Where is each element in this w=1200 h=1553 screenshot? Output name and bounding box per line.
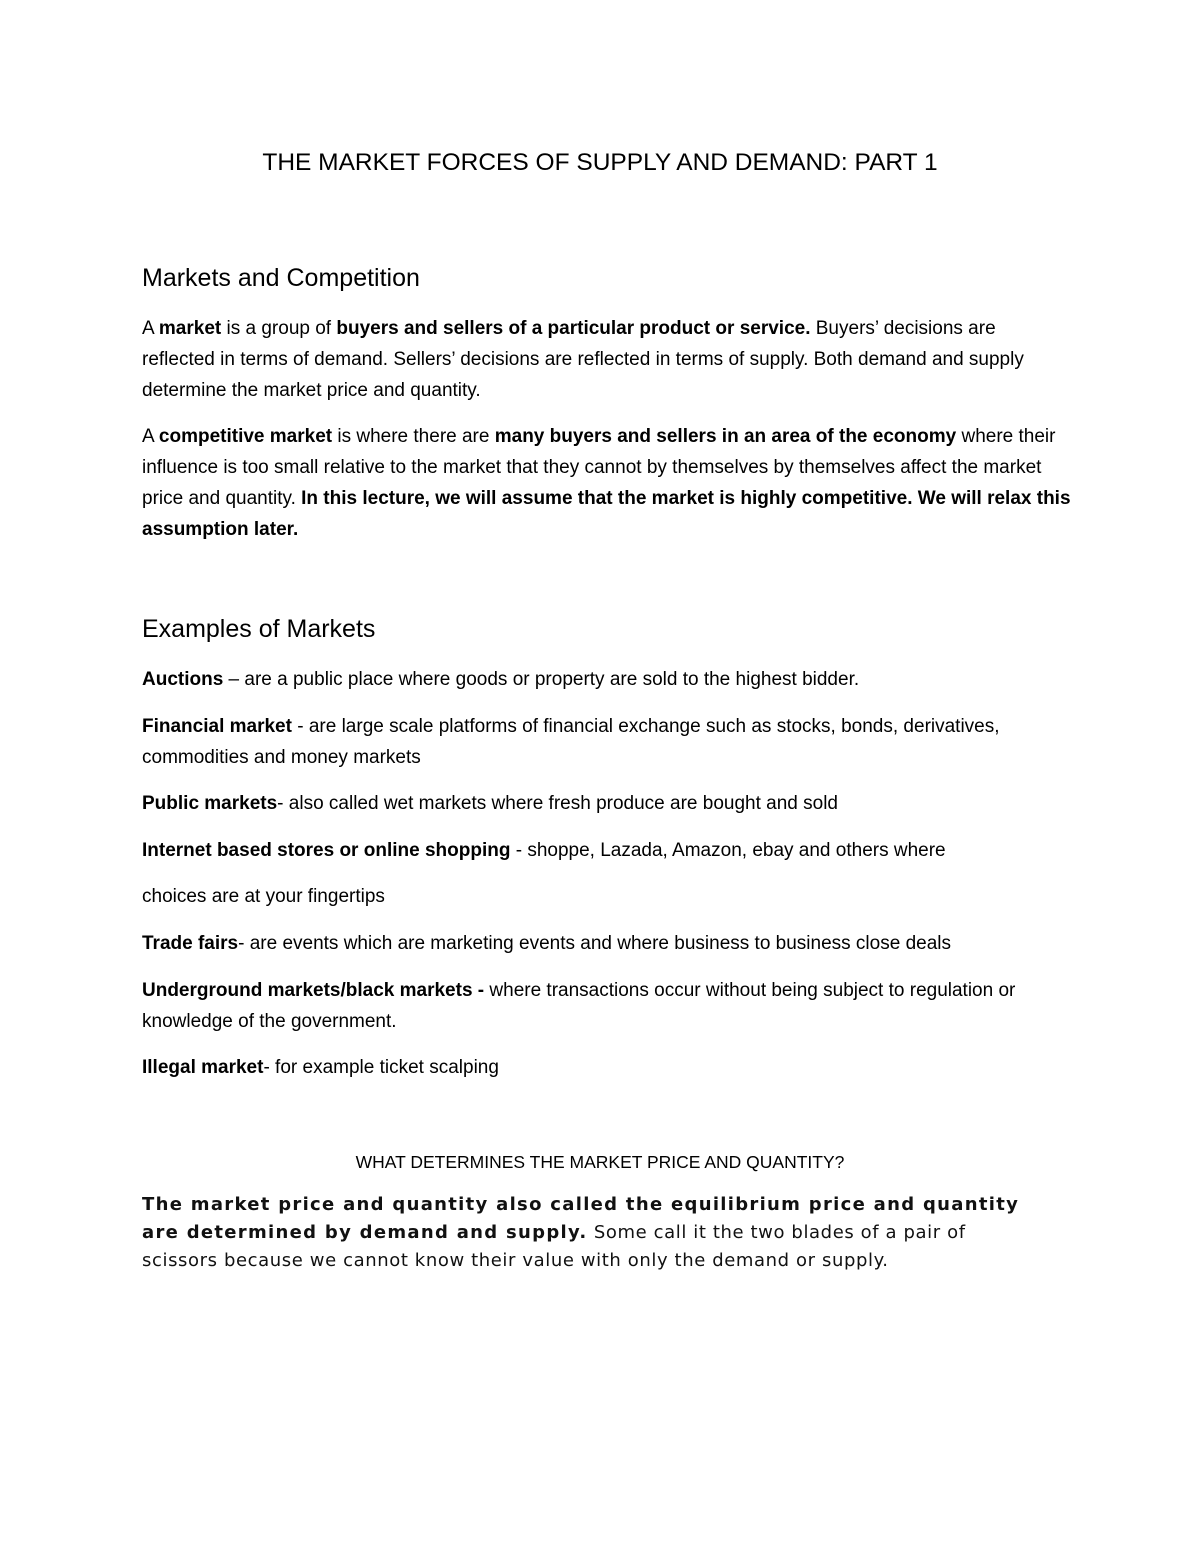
market-description: – are a public place where goods or property are sold to the highest bidder.	[223, 669, 860, 690]
market-example-public	[142, 788, 1072, 819]
market-term: Financial market	[142, 716, 292, 737]
market-description: - for example ticket scalping	[263, 1057, 499, 1078]
paragraph-competitive-market	[142, 421, 1072, 545]
section-heading-examples-of-markets: Examples of Markets	[142, 615, 376, 643]
market-example-underground	[142, 975, 1072, 1037]
section-heading-what-determines: WHAT DETERMINES THE MARKET PRICE AND QUANTITY?	[355, 1152, 845, 1172]
text-run: Buyers’ decisions are reflected in terms of demand. Sellers’ decisions are reflected in terms of supply. Both demand and supply determine the market price and quantity.	[142, 318, 1024, 401]
section-heading-markets-and-competition: Markets and Competition	[142, 264, 420, 292]
market-term: Illegal market	[142, 1057, 264, 1078]
market-example-internet	[142, 835, 1072, 866]
market-description: - are large scale platforms of financial exchange such as stocks, bonds, derivatives, commodities and money markets	[142, 716, 1000, 768]
market-example-illegal	[142, 1052, 1072, 1083]
market-term: Internet based stores or online shopping	[142, 840, 511, 861]
market-description: - also called wet markets where fresh produce are bought and sold	[277, 793, 838, 814]
market-description: - are events which are marketing events and where business to business close deals	[238, 933, 951, 954]
text-run: is where there are	[332, 426, 495, 447]
market-description: where transactions occur without being subject to regulation or knowledge of the government.	[142, 980, 1016, 1032]
market-term: Underground markets/black markets -	[142, 980, 485, 1001]
text-run: Some call it the two blades of a pair of scissors because we cannot know their value with only the demand or supply.	[142, 1222, 966, 1271]
document-title: THE MARKET FORCES OF SUPPLY AND DEMAND: PART 1	[262, 149, 938, 176]
market-term: Auctions	[142, 669, 224, 690]
market-example-auctions	[142, 664, 1072, 695]
bold-run: In this lecture, we will assume that the market is highly competitive. We will relax this assumption later.	[142, 488, 1071, 540]
market-term: Trade fairs	[142, 933, 239, 954]
text-run: A	[142, 426, 159, 447]
bold-run: market	[158, 318, 222, 339]
bold-run: competitive market	[158, 426, 333, 447]
market-example-internet-continued: choices are at your fingertips	[142, 886, 385, 907]
market-term: Public markets	[142, 793, 278, 814]
paragraph-market-definition	[142, 313, 1072, 406]
market-description: - shoppe, Lazada, Amazon, ebay and others where	[510, 840, 946, 861]
market-example-trade-fairs	[142, 928, 1072, 959]
bold-run: buyers and sellers of a particular product or service.	[336, 318, 811, 339]
bold-run: many buyers and sellers in an area of the economy	[494, 426, 957, 447]
text-run: A	[142, 318, 159, 339]
text-run: where their influence is too small relative to the market that they cannot by themselves by themselves affect the market price and quantity.	[142, 426, 1056, 509]
bold-run: The market price and quantity also called the equilibrium price and quantity are determined by demand and supply.	[142, 1194, 1020, 1243]
market-example-financial	[142, 711, 1072, 773]
text-run: is a group of	[221, 318, 337, 339]
paragraph-equilibrium	[142, 1191, 1042, 1275]
